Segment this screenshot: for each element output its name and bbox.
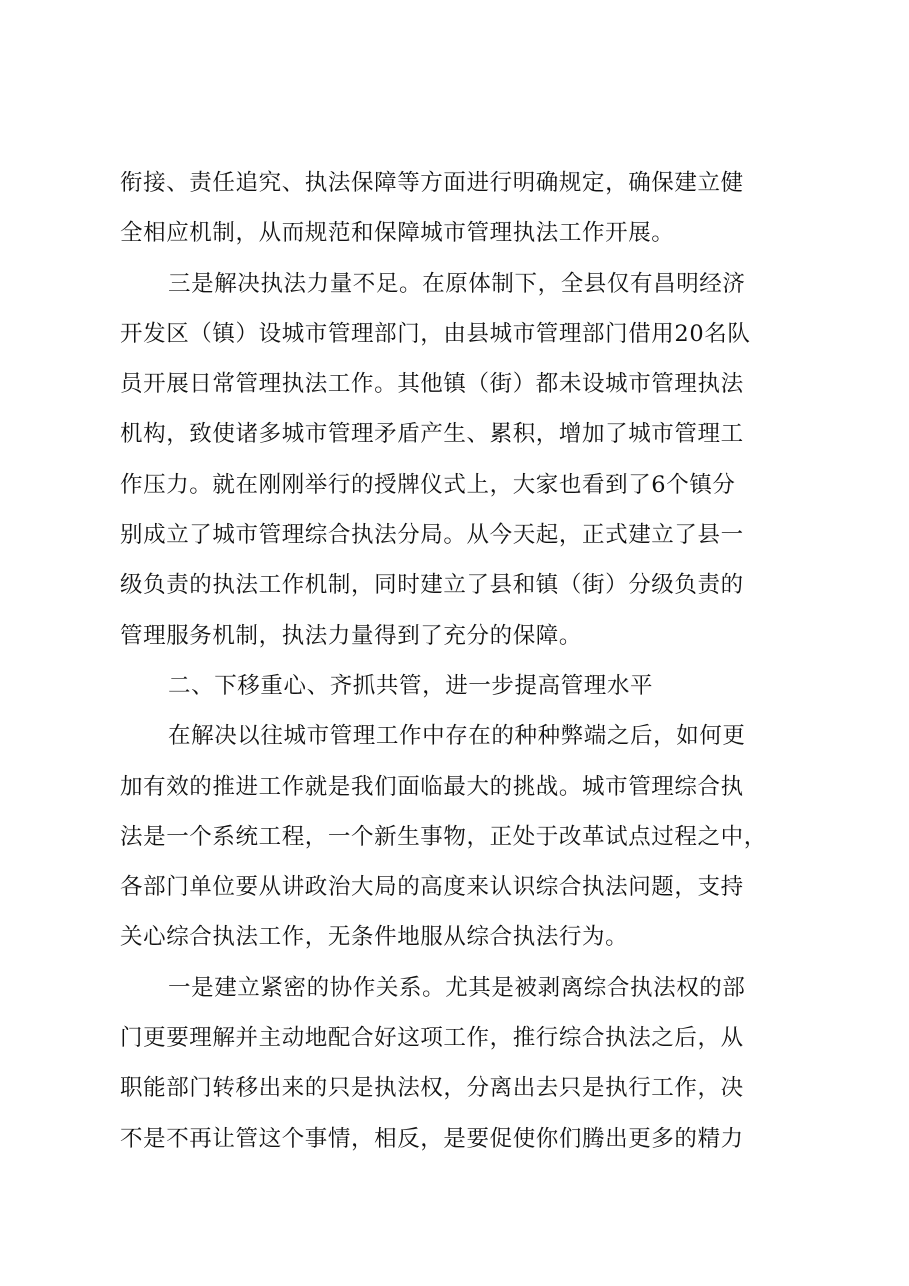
paragraph-start-line: 一是建立紧密的协作关系。尤其是被剥离综合执法权的部: [168, 974, 746, 1001]
text-line: 机构，致使诸多城市管理矛盾产生、累积，增加了城市管理工: [120, 421, 744, 448]
text-line: 关心综合执法工作，无条件地服从综合执法行为。: [120, 924, 629, 951]
text-line: 法是一个系统工程，一个新生事物，正处于改革试点过程之中，: [120, 823, 767, 850]
text-line: 全相应机制，从而规范和保障城市管理执法工作开展。: [120, 220, 675, 247]
paragraph-start-line: 在解决以往城市管理工作中存在的种种弊端之后，如何更: [168, 723, 746, 750]
text-line: 开发区（镇）设城市管理部门，由县城市管理部门借用20名队: [120, 320, 751, 347]
text-line: 作压力。就在刚刚举行的授牌仪式上，大家也看到了6个镇分: [120, 471, 736, 498]
document-body: [120, 158, 800, 1164]
text-line: 别成立了城市管理综合执法分局。从今天起，正式建立了县一: [120, 522, 744, 549]
text-line: 衔接、责任追究、执法保障等方面进行明确规定，确保建立健: [120, 170, 744, 196]
text-line: 门更要理解并主动地配合好这项工作，推行综合执法之后，从: [120, 1025, 744, 1052]
text-line: 加有效的推进工作就是我们面临最大的挑战。城市管理综合执: [120, 773, 744, 800]
paragraph-start-line: 三是解决执法力量不足。在原体制下，全县仅有昌明经济: [168, 270, 746, 297]
text-line: 员开展日常管理执法工作。其他镇（街）都未设城市管理执法: [120, 371, 744, 398]
text-line: 不是不再让管这个事情，相反，是要促使你们腾出更多的精力: [120, 1125, 744, 1152]
text-line: 各部门单位要从讲政治大局的高度来认识综合执法问题，支持: [120, 874, 744, 901]
text-line: 职能部门转移出来的只是执法权，分离出去只是执行工作，决: [120, 1075, 744, 1102]
text-line: 级负责的执法工作机制，同时建立了县和镇（街）分级负责的: [120, 572, 744, 599]
text-line: 管理服务机制，执法力量得到了充分的保障。: [120, 622, 583, 649]
section-heading: 二、下移重心、齐抓共管，进一步提高管理水平: [168, 672, 654, 699]
